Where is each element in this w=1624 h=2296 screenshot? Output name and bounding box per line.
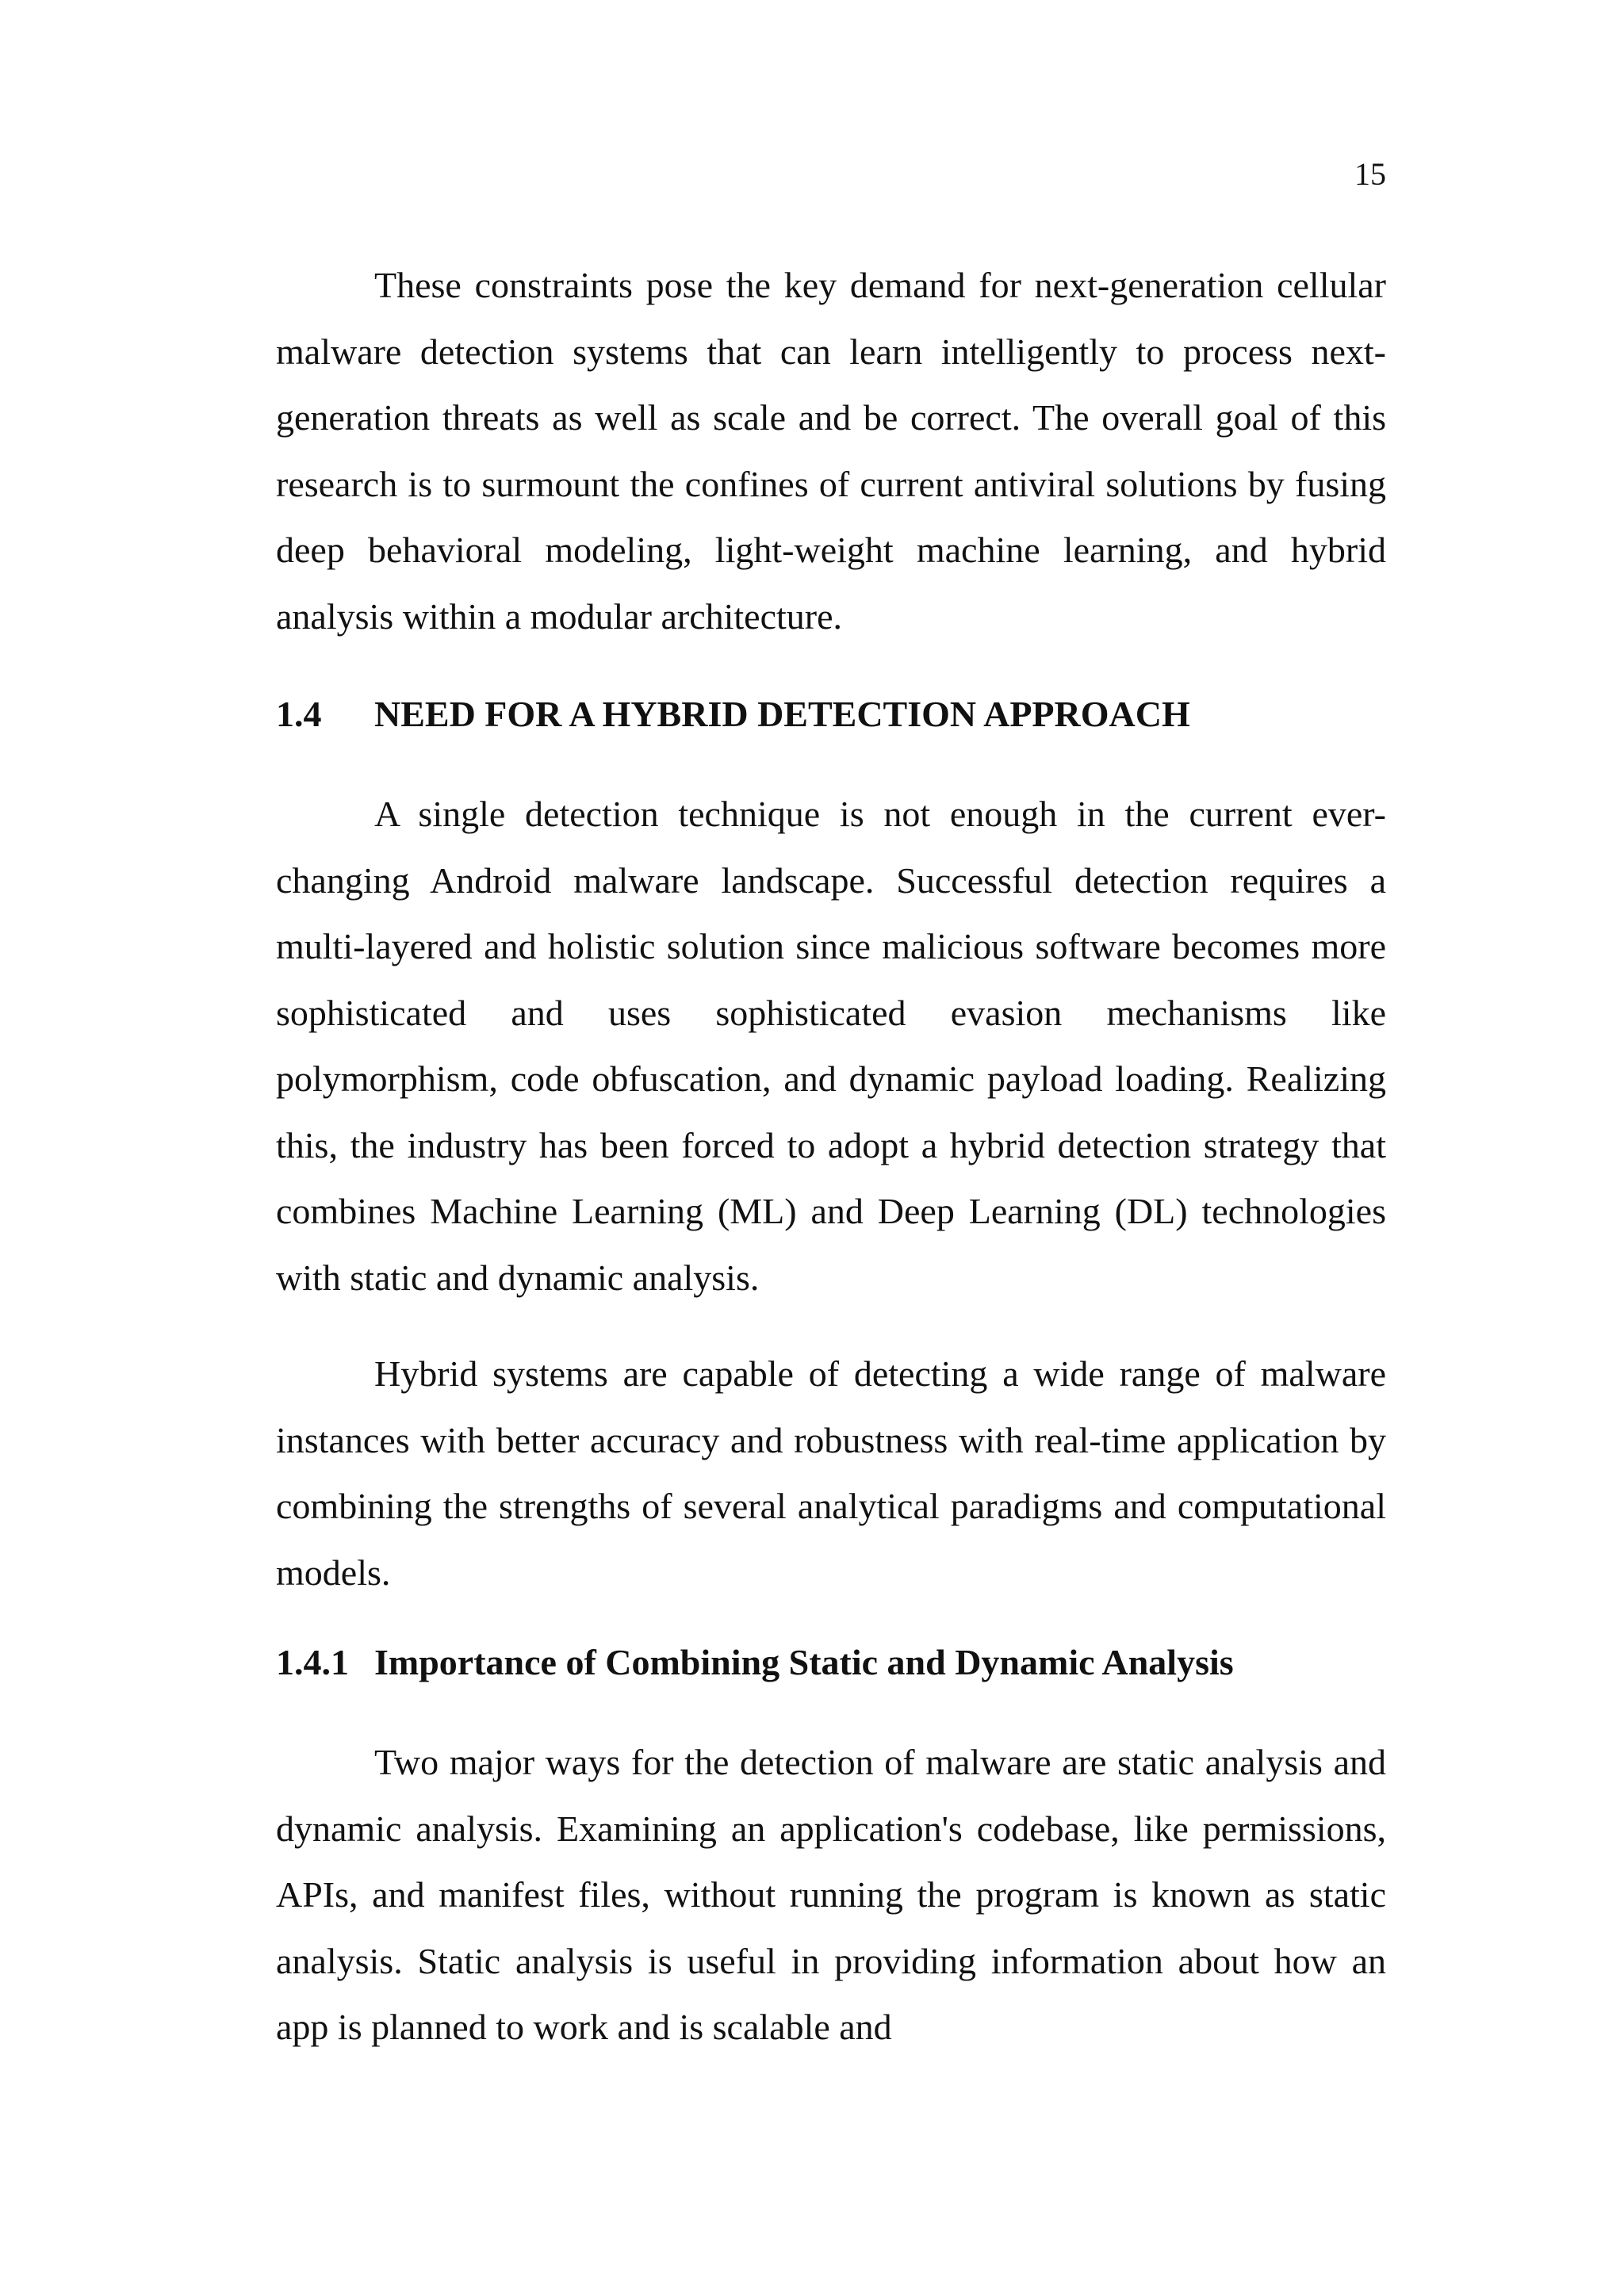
page-body: [276, 252, 1386, 2061]
paragraph-hybrid-systems: Hybrid systems are capable of detecting a wide range of malware instances with better accuracy and robustness with real-time application by combining the strengths of several analytical paradigms and computational models.: [276, 1353, 1386, 1593]
subsection-title: Importance of Combining Static and Dynamic Analysis: [374, 1642, 1234, 1682]
subsection-number: 1.4.1: [276, 1642, 349, 1682]
paragraph-single-technique: A single detection technique is not enough in the current ever-changing Android malware landscape. Successful detection requires a multi-layered and holistic solution since malicious software becomes more sophisticated and uses sophisticated evasion mechanisms like polymorphism, code obfuscation, and dynamic payload loading. Realizing this, the industry has been forced to adopt a hybrid detection strategy that combines Machine Learning (ML) and Deep Learning (DL) technologies with static and dynamic analysis.: [276, 794, 1386, 1298]
page-number: 15: [1354, 156, 1386, 192]
section-number: 1.4: [276, 694, 322, 734]
paragraph-static-dynamic: Two major ways for the detection of malware are static analysis and dynamic analysis. Examining an application's codebase, like permissions, APIs, and manifest files, without running the program is known as static analysis. Static analysis is useful in providing information about how an app is planned to work and is scalable and: [276, 1742, 1386, 2047]
section-heading-1-4: [276, 692, 1386, 737]
subsection-heading-1-4-1: [276, 1640, 1386, 1685]
section-title: NEED FOR A HYBRID DETECTION APPROACH: [374, 694, 1190, 734]
paragraph-constraints: These constraints pose the key demand for next-generation cellular malware detection systems that can learn intelligently to process next-generation threats as well as scale and be correct. The overall goal of this research is to surmount the confines of current antiviral solutions by fusing deep behavioral modeling, light-weight machine learning, and hybrid analysis within a modular architecture.: [276, 265, 1386, 637]
